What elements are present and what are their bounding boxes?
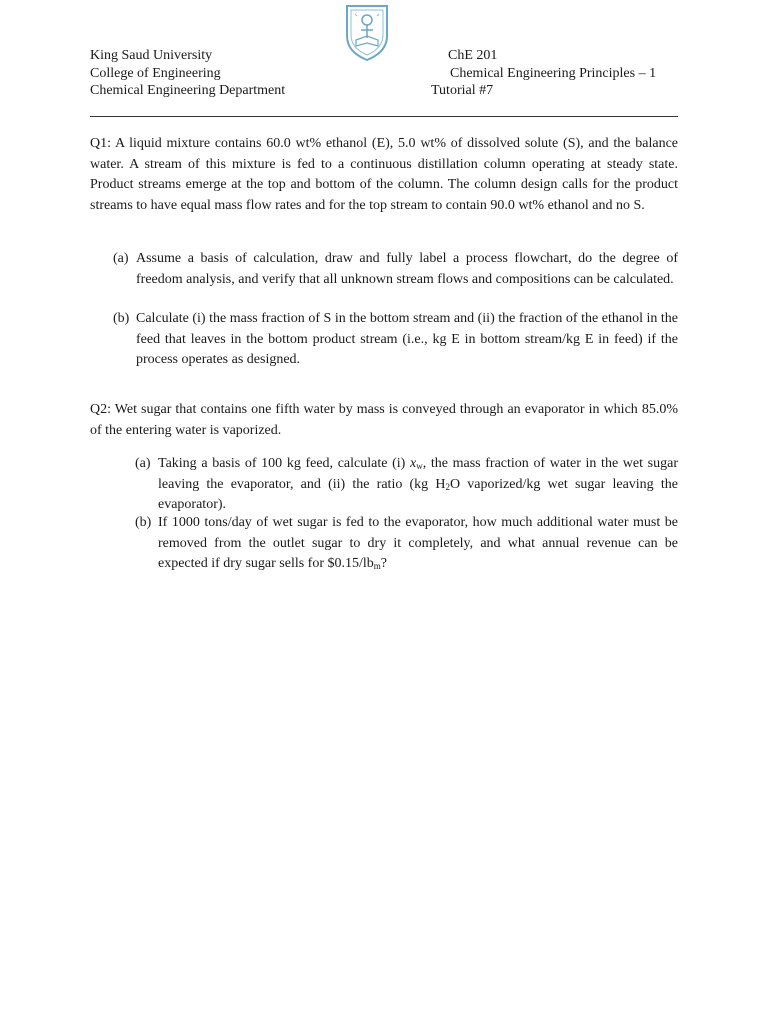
header-institution — [90, 47, 390, 100]
part-label: (b) — [135, 515, 152, 530]
part-text-2: , the mass fraction of water in the wet sugar leaving the evaporator, and (ii) the ratio (kg H — [158, 456, 678, 492]
question-2: Q2: Wet sugar that contains one fifth water by mass is conveyed through an evaporator in which 85.0% of the entering water is vaporized. — [90, 402, 678, 438]
variable-x: x — [409, 456, 417, 471]
part-text: Assume a basis of calculation, draw and fully label a process flowchart, do the degree of freedom analysis, and verify that all unknown stream flows and compositions can be calculated. — [136, 251, 678, 287]
header-university: King Saud University — [90, 48, 213, 63]
header-college: College of Engineering — [90, 65, 221, 81]
part-label: (b) — [113, 311, 130, 326]
question-2-part-b — [135, 513, 678, 575]
part-label: (a) — [113, 251, 129, 266]
part-text-3: O vaporized/kg wet sugar leaving the evaporator). — [158, 476, 678, 512]
unit-subscript: m — [373, 561, 381, 571]
variable-subscript: w — [416, 461, 423, 471]
header-course-code: ChE 201 — [448, 48, 498, 63]
part-text-1: Taking a basis of 100 kg feed, calculate (i) — [158, 456, 410, 471]
part-text-2: ? — [380, 556, 388, 571]
part-text: Calculate (i) the mass fraction of S in the bottom stream and (ii) the fraction of the ethanol in the feed that leaves in the bottom product stream (i.e., kg E in bottom stream/kg E in feed) if the process operates as designed. — [136, 311, 678, 367]
header-course-title: Chemical Engineering Principles – 1 — [450, 65, 657, 81]
question-1: Q1: A liquid mixture contains 60.0 wt% ethanol (E), 5.0 wt% of dissolved solute (S), and the balance water. A stream of this mixture is fed to a continuous distillation column operating at steady state. Product streams emerge at the top and bottom of the column. The column design calls for the product streams to have equal mass flow rates and for the top stream to contain 90.0 wt% ethanol and no S. — [90, 136, 678, 213]
question-2-part-a — [135, 454, 678, 516]
header-department: Chemical Engineering Department — [90, 83, 286, 98]
question-1-part-b — [113, 309, 678, 371]
header-course — [430, 47, 690, 100]
part-text-1: If 1000 tons/day of wet sugar is fed to the evaporator, how much additional water must be removed from the outlet sugar to dry it completely, and what annual revenue can be expected if dry sugar sells for $0.15/lb — [158, 515, 678, 571]
header-tutorial: Tutorial #7 — [431, 83, 494, 98]
part-label: (a) — [135, 456, 151, 471]
h2o-subscript: 2 — [445, 481, 450, 492]
question-1-part-a — [113, 249, 678, 290]
header-divider — [90, 116, 678, 117]
